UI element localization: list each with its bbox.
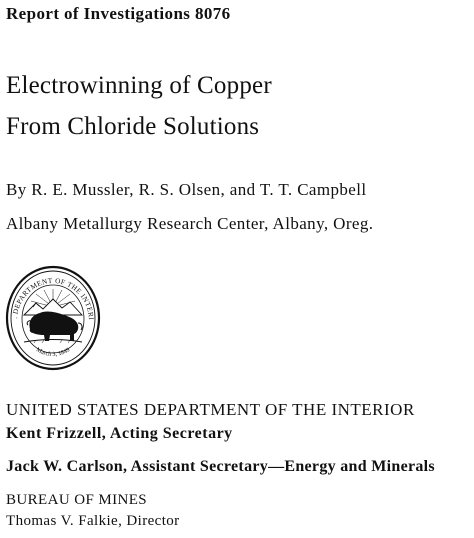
department-of-interior-seal-icon xyxy=(4,263,102,373)
svg-text:U.S. DEPARTMENT OF THE INTERIO: . DEPARTMENT OF THE INTERI xyxy=(11,276,96,321)
department-name: UNITED STATES DEPARTMENT OF THE INTERIOR xyxy=(6,400,415,419)
author-byline: By R. E. Mussler, R. S. Olsen, and T. T. Campbell xyxy=(6,180,367,199)
author-affiliation: Albany Metallurgy Research Center, Albany, Oreg. xyxy=(6,214,374,233)
bureau-director: Thomas V. Falkie, Director xyxy=(6,513,180,529)
document-title-line-2: From Chloride Solutions xyxy=(6,113,260,140)
acting-secretary: Kent Frizzell, Acting Secretary xyxy=(6,425,233,442)
assistant-secretary: Jack W. Carlson, Assistant Secretary—Energy and Minerals xyxy=(6,458,435,475)
svg-text:March 3, 1849: March 3, 1849 xyxy=(34,346,72,358)
bureau-name: BUREAU OF MINES xyxy=(6,492,148,508)
report-series-label: Report of Investigations 8076 xyxy=(6,4,231,23)
document-title-line-1: Electrowinning of Copper xyxy=(6,72,272,99)
